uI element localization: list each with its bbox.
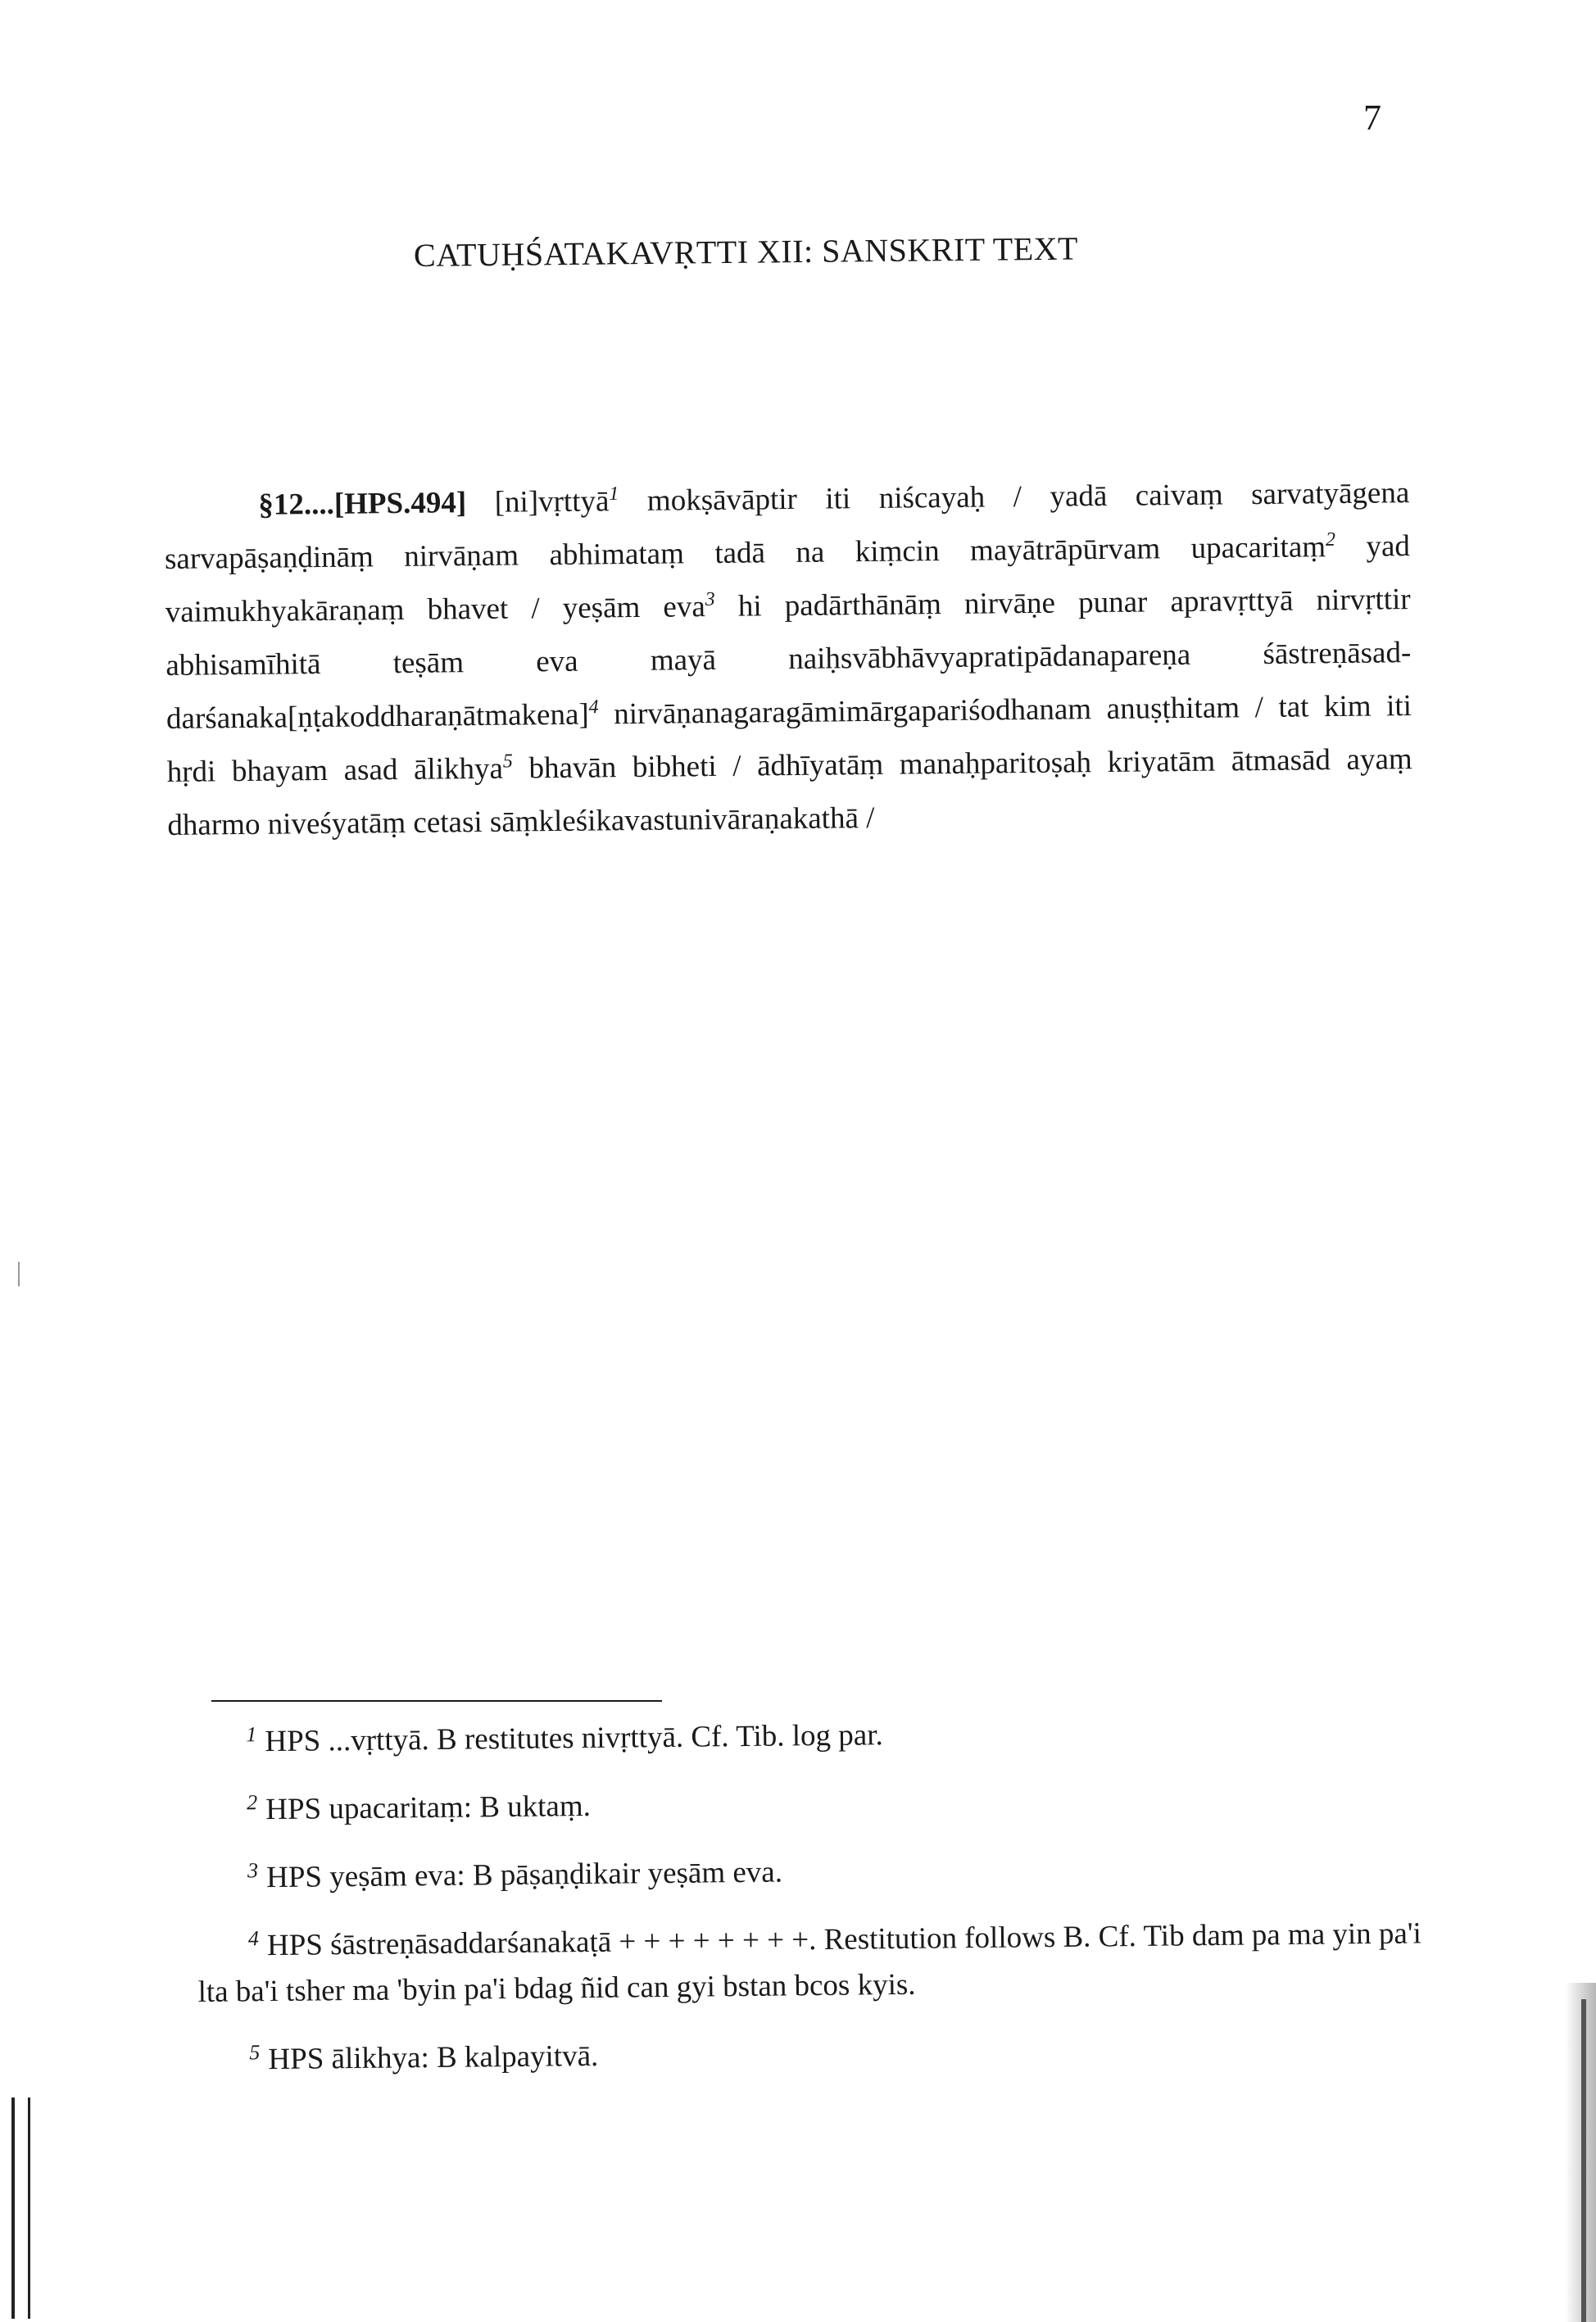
text-segment: yad vaimukhyakāraṇaṃ bhavet / yeṣām eva: [165, 529, 1411, 629]
text-segment: hi padārthānāṃ nirvāṇe punar apravṛttyā nirvṛttir abhisamīhitā teṣām eva mayā naiḥsvābhāvyapratipādanapareṇa śāstreṇāsad-darśanaka[ṇṭakoddharaṇātmakena]: [165, 583, 1412, 736]
footnote-number: 3: [247, 1858, 259, 1883]
footnotes: [195, 1699, 1444, 2098]
footnote-ref[interactable]: 3: [705, 588, 715, 610]
footnote-text: HPS ...vṛttyā. B restitutes nivṛttyā. Cf. Tib. log par.: [265, 1718, 883, 1759]
footnote-number: 2: [247, 1790, 258, 1815]
section-reference: §12....[HPS.494]: [258, 486, 467, 522]
footnote-ref[interactable]: 2: [1325, 528, 1336, 551]
footnote: [197, 1835, 1443, 1902]
text-segment: nirvāṇanagaragāmimārgapariśodhanam anuṣṭhitam / tat kim iti hṛdi bhayam asad ālikhya: [166, 689, 1412, 789]
page-title: CATUḤŚATAKAVṚTTI XII: SANSKRIT TEXT: [413, 229, 1079, 274]
footnote-text: HPS upacaritaṃ: B uktaṃ.: [265, 1789, 592, 1827]
footnote-ref[interactable]: 1: [609, 483, 619, 505]
text-segment: mokṣāvāptir iti niścayaḥ / yadā caivaṃ sarvatyāgena sarvapāṣaṇḍināṃ nirvāṇam abhimataṃ tadā na kiṃcin mayātrāpūrvam upacaritaṃ: [164, 476, 1410, 576]
footnote: [195, 1699, 1441, 1766]
sanskrit-text-paragraph: [164, 466, 1413, 852]
text-segment: [ni]vṛttyā: [465, 484, 610, 520]
scan-margin-line: [1581, 1999, 1586, 2322]
footnote: [196, 1767, 1442, 1834]
footnote-ref[interactable]: 4: [588, 696, 599, 719]
text-segment: bhavān bibheti / ādhīyatāṃ manaḥparitoṣaḥ kriyatām ātmasād ayaṃ dharmo niveśyatāṃ cetasi sāṃkleśikavastunivāraṇakathā /: [167, 742, 1412, 842]
scan-margin-line: [11, 2098, 15, 2319]
footnote: [198, 2017, 1444, 2084]
footnote-text: HPS yeṣām eva: B pāṣaṇḍikair yeṣām eva.: [265, 1855, 783, 1895]
footnote-ref[interactable]: 5: [502, 751, 513, 773]
footnote: [197, 1903, 1444, 2016]
page-number: 7: [1363, 98, 1381, 138]
footnote-divider: [211, 1700, 662, 1702]
scan-margin-line: [28, 2098, 30, 2319]
footnote-text: HPS śāstreṇāsaddarśanakaṭā + + + + + + + +. Restitution follows B. Cf. Tib dam pa ma yin pa'i lta ba'i tsher ma 'byin pa'i bdag ñid can gyi bstan bcos kyis.: [197, 1916, 1421, 2009]
footnote-number: 5: [249, 2040, 261, 2065]
scan-margin-line: [18, 1262, 20, 1286]
footnote-text: HPS ālikhya: B kalpayitvā.: [268, 2039, 599, 2077]
footnote-number: 1: [246, 1722, 257, 1747]
scan-edge-shadow: [1565, 1983, 1596, 2322]
footnote-number: 4: [247, 1926, 260, 1951]
